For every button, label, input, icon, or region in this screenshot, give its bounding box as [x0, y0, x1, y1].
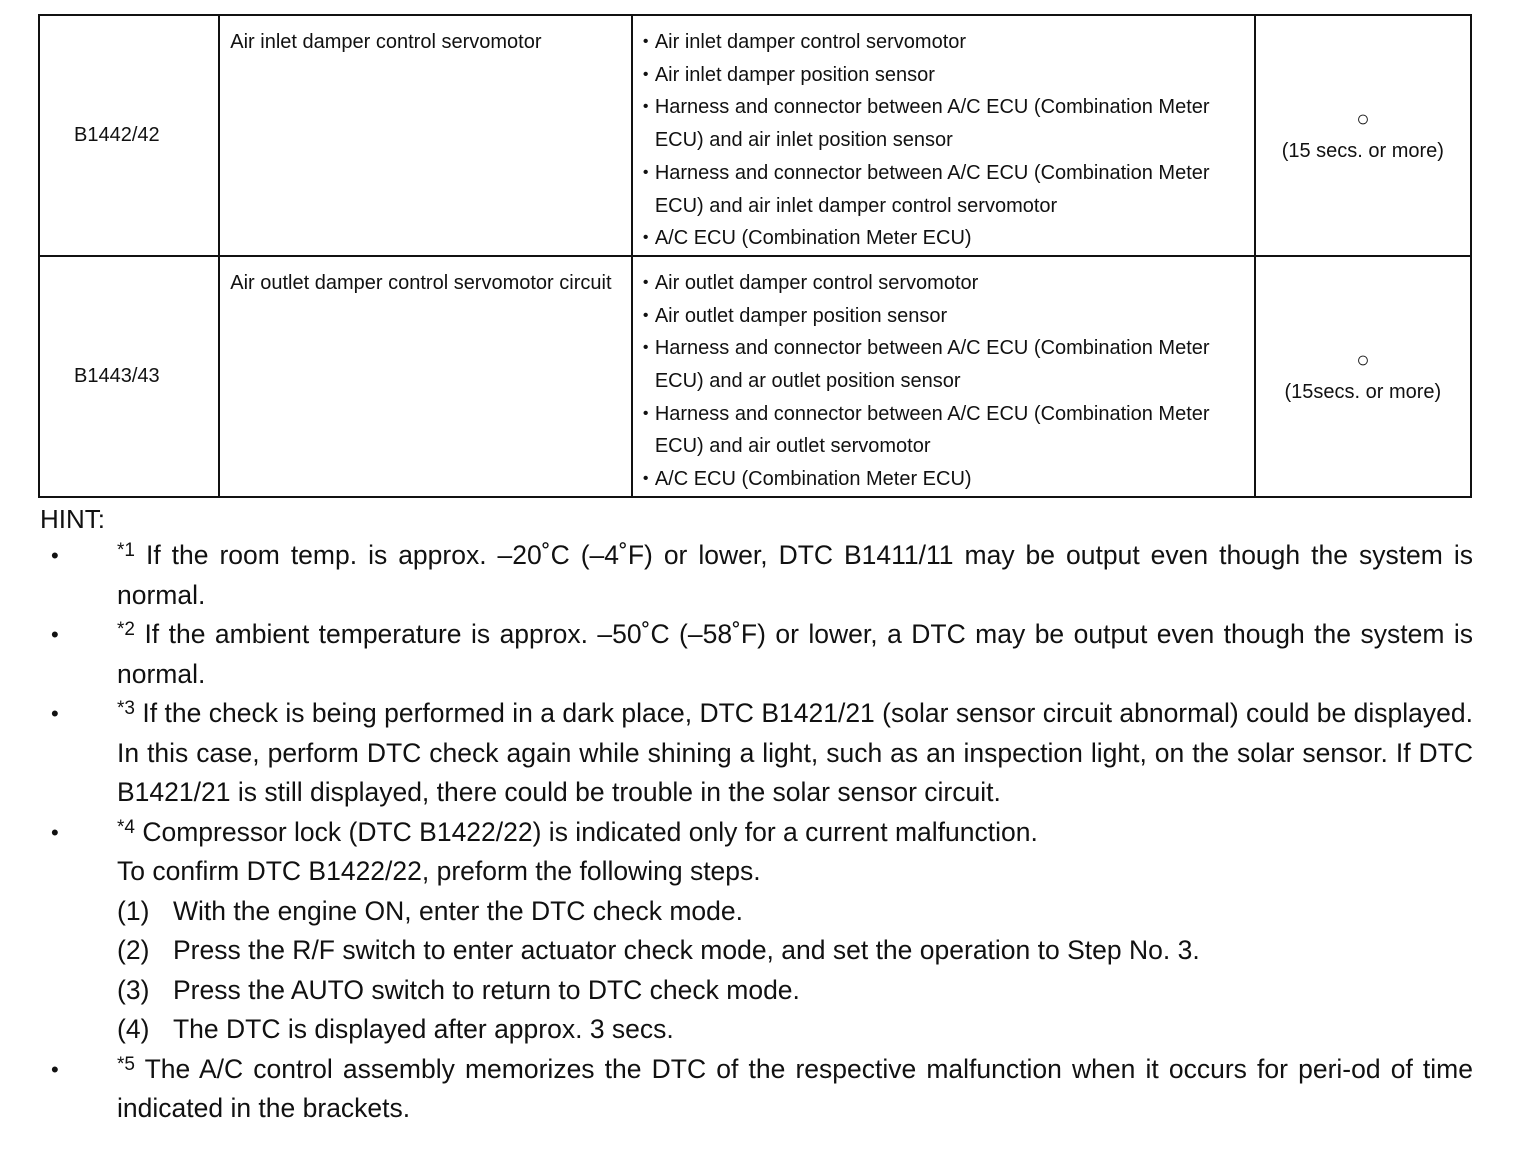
hint-text: If the check is being performed in a dark place, DTC B1421/21 (solar sensor circuit abnormal) could be displayed. In this case, perform DTC check again while shining a light, such as an inspection light, on the solar sensor. If DTC B1421/21 is still displayed, there could be trouble in the solar sensor circuit.	[117, 698, 1473, 807]
memory-note: (15 secs. or more)	[1281, 140, 1444, 163]
step-number: (1)	[117, 895, 150, 926]
step-text: The DTC is displayed after approx. 3 secs.	[173, 1014, 674, 1044]
dtc-code-cell: B1443/43	[39, 256, 219, 497]
note-marker: *3	[117, 698, 135, 719]
bullet-icon: •	[51, 701, 59, 726]
hint-item	[51, 536, 1473, 615]
trouble-area-list	[643, 26, 1244, 255]
step-number: (3)	[117, 974, 150, 1005]
bullet-icon: •	[51, 622, 59, 647]
step-list	[117, 892, 1473, 1050]
detection-item-cell: Air outlet damper control servomotor circuit	[219, 256, 632, 497]
bullet-icon: •	[51, 819, 59, 845]
hint-text: Compressor lock (DTC B1422/22) is indicated only for a current malfunction.	[142, 816, 1038, 847]
step-text: Press the AUTO switch to return to DTC check mode.	[173, 974, 800, 1005]
table-row	[39, 256, 1471, 497]
trouble-area-list	[643, 267, 1244, 496]
hint-text: If the ambient temperature is approx. –50˚C (–58˚F) or lower, a DTC may be output even though the system is normal.	[117, 619, 1473, 689]
hint-item	[51, 615, 1473, 694]
list-item: • A/C ECU (Combination Meter ECU)	[643, 463, 1244, 496]
hint-item	[51, 1050, 1473, 1129]
list-item	[117, 1010, 1473, 1050]
hint-item	[51, 694, 1473, 813]
note-marker: *2	[117, 619, 135, 640]
hint-text: The A/C control assembly memorizes the DTC of the respective malfunction when it occurs for peri-od of time indicated in the brackets.	[117, 1053, 1473, 1123]
list-item: • Harness and connector between A/C ECU (Combination Meter ECU) and air inlet position sensor	[643, 91, 1244, 156]
step-text: With the engine ON, enter the DTC check mode.	[173, 895, 744, 926]
list-item: • Air inlet damper position sensor	[643, 59, 1244, 92]
table-row	[39, 15, 1471, 256]
list-item: • Harness and connector between A/C ECU (Combination Meter ECU) and air inlet damper control servomotor	[643, 157, 1244, 222]
step-number: (4)	[117, 1014, 150, 1044]
list-item: • Harness and connector between A/C ECU (Combination Meter ECU) and air outlet servomotor	[643, 398, 1244, 463]
hint-subtext: To confirm DTC B1422/22, preform the following steps.	[117, 856, 761, 886]
note-marker: *4	[117, 816, 135, 838]
memory-note: (15secs. or more)	[1284, 381, 1442, 404]
step-text: Press the R/F switch to enter actuator check mode, and set the operation to Step No. 3.	[173, 935, 1200, 965]
list-item: • A/C ECU (Combination Meter ECU)	[643, 222, 1244, 255]
dtc-table	[38, 14, 1472, 498]
list-item: • Air outlet damper control servomotor	[643, 267, 1244, 300]
hint-text: If the room temp. is approx. –20˚C (–4˚F) or lower, DTC B1411/11 may be output even though the system is normal.	[117, 540, 1473, 610]
list-item	[117, 892, 1473, 932]
hint-heading: HINT:	[40, 504, 105, 534]
list-item	[117, 971, 1473, 1011]
hint-item	[51, 813, 1473, 1050]
trouble-area-cell	[632, 15, 1255, 256]
memory-cell	[1255, 256, 1471, 497]
memory-cell	[1255, 15, 1471, 256]
hint-list	[51, 536, 1473, 1129]
list-item: • Harness and connector between A/C ECU (Combination Meter ECU) and ar outlet position sensor	[643, 332, 1244, 397]
detection-item-cell: Air inlet damper control servomotor	[219, 15, 632, 256]
step-number: (2)	[117, 935, 150, 965]
list-item	[117, 931, 1473, 971]
list-item: • Air inlet damper control servomotor	[643, 26, 1244, 59]
memory-circle-mark: ○	[1356, 347, 1370, 373]
note-marker: *1	[117, 540, 135, 561]
bullet-icon: •	[51, 543, 59, 568]
trouble-area-cell	[632, 256, 1255, 497]
list-item: • Air outlet damper position sensor	[643, 300, 1244, 333]
bullet-icon: •	[51, 1056, 59, 1082]
memory-circle-mark: ○	[1356, 106, 1370, 132]
dtc-code-cell: B1442/42	[39, 15, 219, 256]
note-marker: *5	[117, 1053, 135, 1075]
